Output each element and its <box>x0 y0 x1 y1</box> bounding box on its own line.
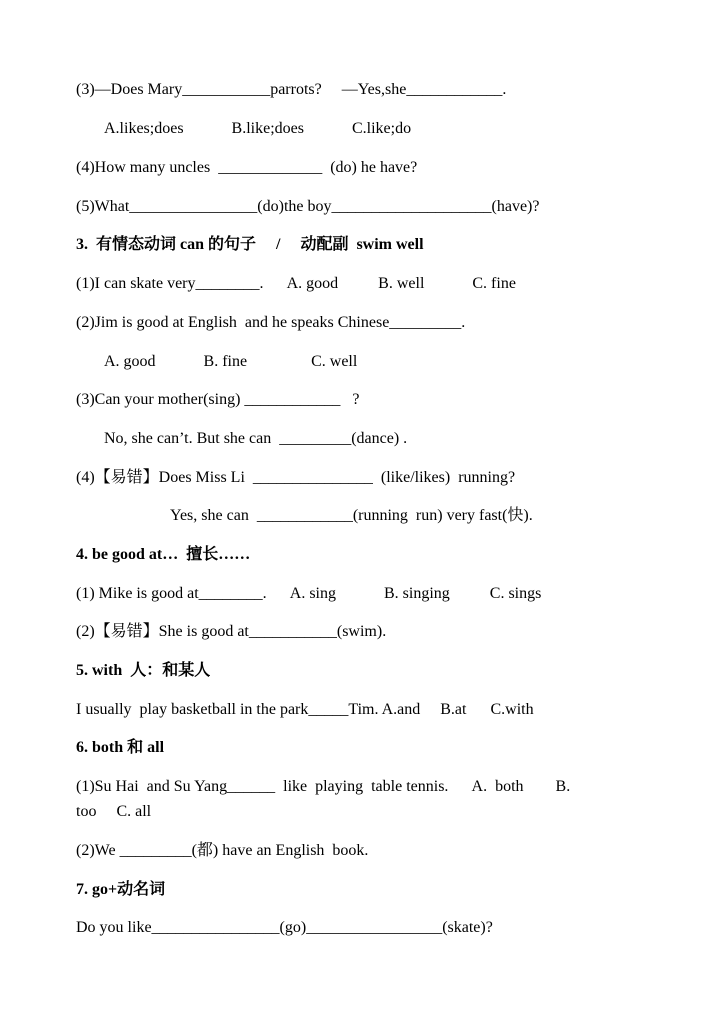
s4-question-2-swim: (2)【易错】She is good at___________(swim). <box>76 623 387 640</box>
s3-question-3-answer: No, she can’t. But she can _________(dance) . <box>104 430 408 447</box>
question-4-uncles: (4)How many uncles _____________ (do) he have? <box>76 159 418 176</box>
section-5-heading: 5. with 人：和某人 <box>76 662 211 679</box>
section-3-heading: 3. 有情态动词 can 的句子 / 动配副 swim well <box>76 236 424 253</box>
s3-question-4-answer: Yes, she can ____________(running run) very fast(快). <box>170 507 533 524</box>
s4-question-1-mike: (1) Mike is good at________. A. sing B. singing C. sings <box>76 585 542 602</box>
s3-question-2-jim: (2)Jim is good at English and he speaks Chinese_________. <box>76 314 466 331</box>
s3-question-2-options: A. good B. fine C. well <box>104 353 358 370</box>
section-4-heading: 4. be good at… 擅长…… <box>76 546 251 563</box>
s3-question-3-mother-sing: (3)Can your mother(sing) ____________ ? <box>76 391 360 408</box>
s3-question-1-skate: (1)I can skate very________. A. good B. well C. fine <box>76 275 516 292</box>
question-5-what-boy: (5)What________________(do)the boy____________________(have)? <box>76 198 540 215</box>
question-3-options: A.likes;does B.like;does C.like;do <box>104 120 412 137</box>
s6-question-2-we: (2)We _________(都) have an English book. <box>76 842 369 859</box>
section-6-heading: 6. both 和 all <box>76 739 165 756</box>
s7-question-go-skate: Do you like________________(go)_________________(skate)? <box>76 919 493 936</box>
question-3-does-mary: (3)—Does Mary___________parrots? —Yes,she____________. <box>76 81 507 98</box>
s6-question-1-options-cont: too C. all <box>76 803 152 820</box>
s5-question-basketball: I usually play basketball in the park_____Tim. A.and B.at C.with <box>76 701 534 718</box>
section-7-heading: 7. go+动名词 <box>76 881 166 898</box>
s6-question-1-su-hai: (1)Su Hai and Su Yang______ like playing table tennis. A. both B. <box>76 778 571 795</box>
s3-question-4-miss-li: (4)【易错】Does Miss Li _______________ (like/likes) running? <box>76 469 516 486</box>
